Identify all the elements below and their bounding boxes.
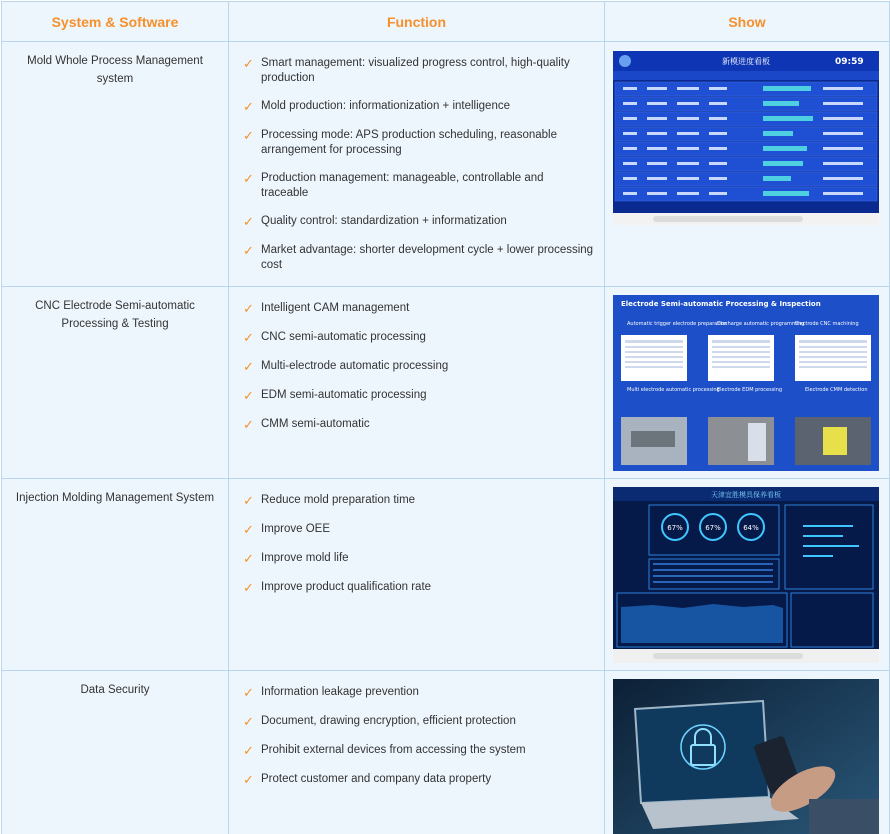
function-item bbox=[243, 243, 594, 273]
checkmark-icon: ✓ bbox=[243, 493, 254, 508]
function-item bbox=[243, 417, 594, 433]
function-cell bbox=[229, 42, 605, 287]
table-row bbox=[2, 479, 890, 671]
dashboard-graphic bbox=[613, 51, 879, 225]
checkmark-icon: ✓ bbox=[243, 171, 254, 186]
function-text: Production management: manageable, controllable and traceable bbox=[261, 172, 544, 199]
system-name: Mold Whole Process Management system bbox=[2, 42, 229, 287]
function-item bbox=[243, 171, 594, 201]
function-text: Processing mode: APS production scheduling, reasonable arrangement for processing bbox=[261, 129, 557, 156]
function-item bbox=[243, 99, 594, 115]
electrode-process-screenshot bbox=[613, 295, 879, 471]
checkmark-icon: ✓ bbox=[243, 388, 254, 403]
checkmark-icon: ✓ bbox=[243, 714, 254, 729]
function-text: CNC semi-automatic processing bbox=[261, 331, 426, 343]
checkmark-icon: ✓ bbox=[243, 214, 254, 229]
function-item bbox=[243, 743, 594, 759]
function-item bbox=[243, 493, 594, 509]
checkmark-icon: ✓ bbox=[243, 522, 254, 537]
function-item bbox=[243, 56, 594, 86]
system-name: Injection Molding Management System bbox=[2, 479, 229, 671]
table-row bbox=[2, 287, 890, 479]
injection-dashboard-screenshot bbox=[613, 487, 879, 663]
gauge-value: 67% bbox=[705, 524, 721, 532]
system-software-table bbox=[1, 1, 890, 834]
function-text: Multi-electrode automatic processing bbox=[261, 360, 449, 372]
gauge-value: 67% bbox=[667, 524, 683, 532]
data-security-image bbox=[613, 679, 879, 834]
table-row bbox=[2, 42, 890, 287]
injection-graphic bbox=[613, 487, 879, 663]
step-label: Electrode CNC machining bbox=[795, 321, 859, 327]
checkmark-icon: ✓ bbox=[243, 301, 254, 316]
system-name: CNC Electrode Semi-automatic Processing & Testing bbox=[2, 287, 229, 479]
injection-title: 天津宜胜模具保养看板 bbox=[711, 491, 781, 499]
function-text: Quality control: standardization + informatization bbox=[261, 215, 507, 227]
header-system: System & Software bbox=[2, 2, 229, 42]
header-function: Function bbox=[229, 2, 605, 42]
show-cell bbox=[605, 671, 890, 834]
checkmark-icon: ✓ bbox=[243, 128, 254, 143]
table-header-row bbox=[2, 2, 890, 42]
step-label: Discharge automatic programming bbox=[717, 321, 805, 327]
show-cell bbox=[605, 287, 890, 479]
function-item bbox=[243, 580, 594, 596]
function-text: EDM semi-automatic processing bbox=[261, 389, 427, 401]
checkmark-icon: ✓ bbox=[243, 359, 254, 374]
checkmark-icon: ✓ bbox=[243, 772, 254, 787]
function-text: Protect customer and company data property bbox=[261, 773, 492, 785]
system-name: Data Security bbox=[2, 671, 229, 834]
function-text: Market advantage: shorter development cycle + lower processing cost bbox=[261, 244, 594, 271]
checkmark-icon: ✓ bbox=[243, 99, 254, 114]
checkmark-icon: ✓ bbox=[243, 56, 254, 71]
show-cell bbox=[605, 479, 890, 671]
electrode-graphic bbox=[613, 295, 879, 471]
caption-label: Electrode CMM detection bbox=[805, 387, 868, 393]
function-text: Prohibit external devices from accessing the system bbox=[261, 744, 526, 756]
checkmark-icon: ✓ bbox=[243, 743, 254, 758]
show-cell bbox=[605, 42, 890, 287]
function-cell bbox=[229, 287, 605, 479]
gauge-value: 64% bbox=[743, 524, 759, 532]
function-item bbox=[243, 714, 594, 730]
function-text: Reduce mold preparation time bbox=[261, 494, 416, 506]
checkmark-icon: ✓ bbox=[243, 551, 254, 566]
function-cell bbox=[229, 479, 605, 671]
function-text: Improve product qualification rate bbox=[261, 581, 432, 593]
function-item bbox=[243, 359, 594, 375]
function-item bbox=[243, 522, 594, 538]
function-text: Improve OEE bbox=[261, 523, 331, 535]
security-graphic bbox=[613, 679, 879, 834]
function-item bbox=[243, 330, 594, 346]
function-text: CMM semi-automatic bbox=[261, 418, 370, 430]
electrode-title: Electrode Semi-automatic Processing & Inspection bbox=[621, 300, 821, 308]
function-item bbox=[243, 551, 594, 567]
function-text: Improve mold life bbox=[261, 552, 349, 564]
function-text: Mold production: informationization + intelligence bbox=[261, 100, 510, 112]
function-item bbox=[243, 128, 594, 158]
dashboard-clock: 09:59 bbox=[835, 57, 864, 67]
function-text: Document, drawing encryption, efficient protection bbox=[261, 715, 516, 727]
caption-label: Multi electrode automatic processing bbox=[627, 387, 720, 393]
table-row bbox=[2, 671, 890, 834]
function-item bbox=[243, 772, 594, 788]
progress-dashboard-screenshot bbox=[613, 51, 879, 225]
header-show: Show bbox=[605, 2, 890, 42]
function-item bbox=[243, 214, 594, 230]
checkmark-icon: ✓ bbox=[243, 330, 254, 345]
checkmark-icon: ✓ bbox=[243, 685, 254, 700]
function-text: Information leakage prevention bbox=[261, 686, 419, 698]
function-item bbox=[243, 685, 594, 701]
checkmark-icon: ✓ bbox=[243, 243, 254, 258]
function-item bbox=[243, 301, 594, 317]
checkmark-icon: ✓ bbox=[243, 417, 254, 432]
checkmark-icon: ✓ bbox=[243, 580, 254, 595]
dashboard-title: 新模进度看板 bbox=[722, 57, 770, 66]
function-text: Intelligent CAM management bbox=[261, 302, 410, 314]
function-cell bbox=[229, 671, 605, 834]
caption-label: Electrode EDM processing bbox=[717, 387, 783, 393]
function-text: Smart management: visualized progress control, high-quality production bbox=[261, 57, 570, 84]
step-label: Automatic trigger electrode preparation bbox=[627, 321, 727, 327]
function-item bbox=[243, 388, 594, 404]
